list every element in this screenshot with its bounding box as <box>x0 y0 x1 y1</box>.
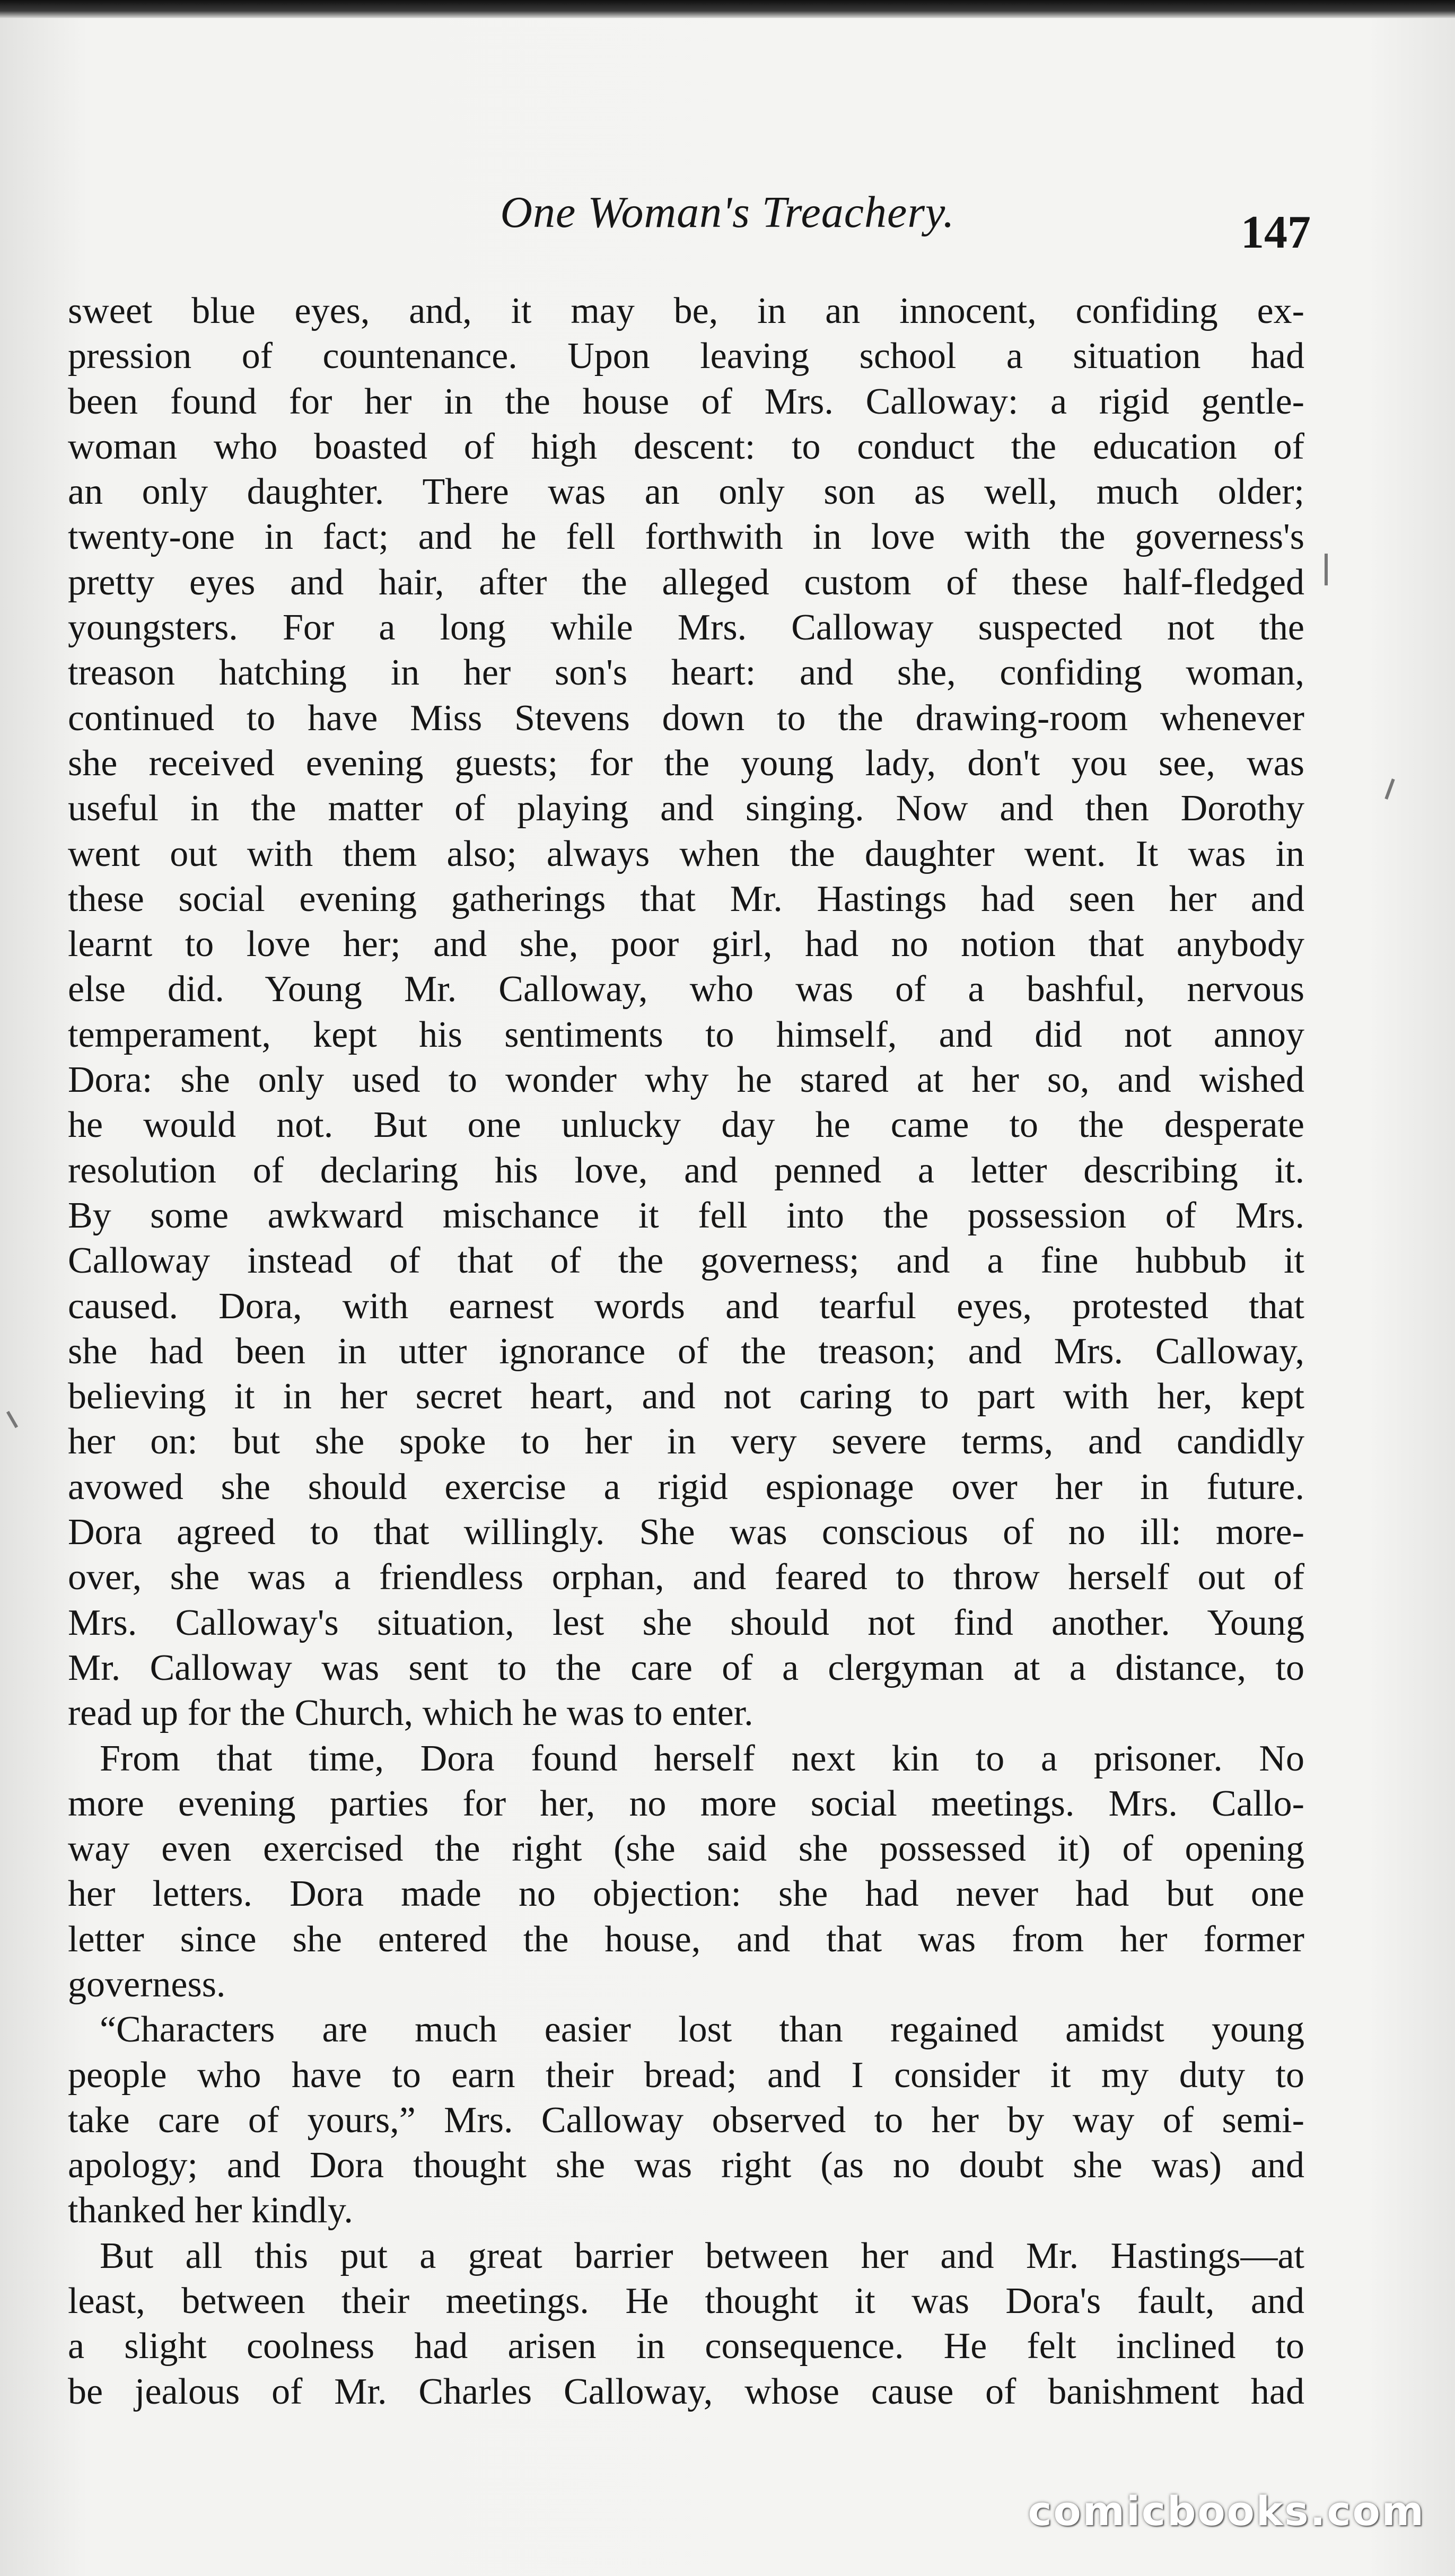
text-line: Dora: she only used to wonder why he stared at her so, and wished <box>68 1059 1304 1101</box>
text-line: these social evening gatherings that Mr. Hastings had seen her and <box>68 878 1304 919</box>
text-line: useful in the matter of playing and singing. Now and then Dorothy <box>68 788 1304 829</box>
text-line: caused. Dora, with earnest words and tearful eyes, protested that <box>68 1285 1304 1327</box>
text-line: From that time, Dora found herself next kin to a prisoner. No <box>100 1738 1304 1779</box>
text-line: read up for the Church, which he was to enter. <box>68 1693 753 1734</box>
text-line: resolution of declaring his love, and penned a letter describing it. <box>68 1150 1304 1191</box>
text-line: apology; and Dora thought she was right (as no doubt she was) and <box>68 2145 1304 2186</box>
text-line: she received evening guests; for the young lady, don't you see, was <box>68 742 1304 784</box>
text-line: went out with them also; always when the daughter went. It was in <box>68 833 1304 874</box>
page-number: 147 <box>1241 207 1311 258</box>
watermark: comicbooks.com <box>1028 2487 1425 2535</box>
text-line: Mr. Calloway was sent to the care of a clergyman at a distance, to <box>68 1647 1304 1688</box>
text-line: way even exercised the right (she said she possessed it) of opening <box>68 1828 1304 1870</box>
text-line: But all this put a great barrier between her and Mr. Hastings—at <box>100 2235 1304 2276</box>
text-line: more evening parties for her, no more social meetings. Mrs. Callo- <box>68 1783 1304 1824</box>
text-line: her on: but she spoke to her in very severe terms, and candidly <box>68 1421 1304 1462</box>
text-line: avowed she should exercise a rigid espionage over her in future. <box>68 1466 1304 1508</box>
text-line: learnt to love her; and she, poor girl, had no notion that anybody <box>68 924 1304 965</box>
text-line: temperament, kept his sentiments to himself, and did not annoy <box>68 1014 1304 1055</box>
margin-mark <box>1325 554 1328 585</box>
text-line: governess. <box>68 1964 226 2005</box>
text-line: thanked her kindly. <box>68 2190 353 2231</box>
text-line: youngsters. For a long while Mrs. Calloway suspected not the <box>68 607 1304 649</box>
text-line: he would not. But one unlucky day he came to the desperate <box>68 1105 1304 1146</box>
text-line: By some awkward mischance it fell into the possession of Mrs. <box>68 1195 1304 1236</box>
text-line: be jealous of Mr. Charles Calloway, whose cause of banishment had <box>68 2371 1304 2412</box>
text-line: continued to have Miss Stevens down to the drawing-room whenever <box>68 697 1304 739</box>
running-title: One Woman's Treachery. <box>500 188 955 237</box>
scan-top-edge <box>0 0 1455 18</box>
text-line: been found for her in the house of Mrs. Calloway: a rigid gentle- <box>68 381 1304 422</box>
text-line: Dora agreed to that willingly. She was conscious of no ill: more- <box>68 1512 1304 1553</box>
text-line: believing it in her secret heart, and not caring to part with her, kept <box>68 1376 1304 1417</box>
text-line: “Characters are much easier lost than regained amidst young <box>100 2009 1304 2051</box>
body-text <box>68 288 1304 2414</box>
text-line: pression of countenance. Upon leaving school a situation had <box>68 336 1304 377</box>
text-line: she had been in utter ignorance of the treason; and Mrs. Calloway, <box>68 1330 1304 1372</box>
text-line: least, between their meetings. He thought it was Dora's fault, and <box>68 2281 1304 2322</box>
text-line: pretty eyes and hair, after the alleged custom of these half-fledged <box>68 562 1304 603</box>
text-line: an only daughter. There was an only son as well, much older; <box>68 471 1304 513</box>
text-line: twenty-one in fact; and he fell forthwith in love with the governess's <box>68 516 1304 558</box>
text-line: else did. Young Mr. Calloway, who was of a bashful, nervous <box>68 969 1304 1010</box>
text-line: over, she was a friendless orphan, and feared to throw herself out of <box>68 1557 1304 1598</box>
text-line: people who have to earn their bread; and I consider it my duty to <box>68 2054 1304 2096</box>
text-line: her letters. Dora made no objection: she had never had but one <box>68 1873 1304 1915</box>
text-line: letter since she entered the house, and that was from her former <box>68 1918 1304 1960</box>
text-line: Calloway instead of that of the governess; and a fine hubbub it <box>68 1240 1304 1282</box>
text-line: sweet blue eyes, and, it may be, in an innocent, confiding ex- <box>68 291 1304 331</box>
text-line: treason hatching in her son's heart: and she, confiding woman, <box>68 652 1304 694</box>
text-line: Mrs. Calloway's situation, lest she should not find another. Young <box>68 1602 1304 1643</box>
text-line: a slight coolness had arisen in consequence. He felt inclined to <box>68 2326 1304 2367</box>
text-line: take care of yours,” Mrs. Calloway observed to her by way of semi- <box>68 2099 1304 2141</box>
text-line: woman who boasted of high descent: to conduct the education of <box>68 426 1304 467</box>
